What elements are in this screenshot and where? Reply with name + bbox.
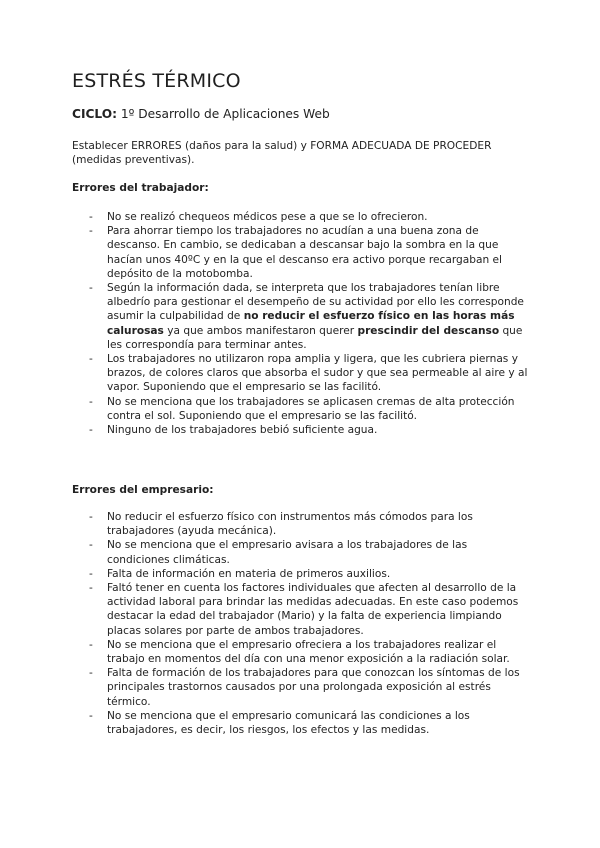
bullet-dash: - <box>89 424 93 437</box>
bullet-dash: - <box>89 395 93 408</box>
list-item: - No se menciona que el empresario comunicará las condiciones a los trabajadores, es decir, los riesgos, los efectos y las medidas. <box>89 709 470 737</box>
bullet-dash: - <box>89 709 93 722</box>
bullet-dash: - <box>89 225 93 238</box>
bullet-dash: - <box>89 211 93 223</box>
list-item: - Faltó tener en cuenta los factores individuales que afecten al desarrollo de la actividad laboral para brindar las medidas adecuadas. En este caso podemos destacar la edad del trabajador (Mario) y la falta de experiencia limpiando placas solares por parte de ambos trabajadores. <box>89 582 519 637</box>
bullet-dash: - <box>89 638 93 651</box>
bullet-dash: - <box>89 567 93 580</box>
list-item: - Según la información dada, se interpreta que los trabajadores tenían libre albedrío para gestionar el desempeño de su actividad por ello les corresponde asumir la culpabilidad de no reducir el esfuerzo físico en las horas más calurosas ya que ambos manifestaron querer prescindir del descanso que les correspondía para terminar antes. <box>89 282 524 351</box>
emphasis-text: no reducir el esfuerzo físico en las horas más calurosas <box>107 310 515 337</box>
list-item: - No se menciona que el empresario ofreciera a los trabajadores realizar el trabajo en momentos del día con una menor exposición a la radiación solar. <box>89 638 510 666</box>
bullet-dash: - <box>89 582 93 595</box>
cycle-line <box>72 107 330 121</box>
cycle-label: CICLO: <box>72 107 117 121</box>
list-item: - Falta de información en materia de primeros auxilios. <box>89 567 391 580</box>
bullet-dash: - <box>89 282 93 295</box>
worker-errors-heading: Errores del trabajador: <box>72 182 209 194</box>
bullet-dash: - <box>89 667 93 680</box>
list-item: - No se menciona que el empresario avisara a los trabajadores de las condiciones climáticas. <box>89 539 468 566</box>
list-item: - No se realizó chequeos médicos pese a que se lo ofrecieron. <box>89 211 428 223</box>
worker-errors-list <box>0 210 600 437</box>
page-title: ESTRÉS TÉRMICO <box>72 70 241 92</box>
list-item: - Para ahorrar tiempo los trabajadores no acudían a una buena zona de descanso. En cambio, se dedicaban a descansar bajo la sombra en la que hacían unos 40ºC y en la que el descanso era activo porque recargaban el depósito de la motobomba. <box>89 225 502 280</box>
list-item: - Los trabajadores no utilizaron ropa amplia y ligera, que les cubriera piernas y brazos, de colores claros que absorba el sudor y que sea permeable al aire y al vapor. Suponiendo que el empresario se las facilitó. <box>89 353 528 394</box>
list-item: - Ninguno de los trabajadores bebió suficiente agua. <box>89 424 378 437</box>
employer-errors-list <box>0 510 600 737</box>
bullet-dash: - <box>89 353 93 366</box>
employer-errors-heading: Errores del empresario: <box>72 484 214 496</box>
cycle-value: 1º Desarrollo de Aplicaciones Web <box>117 107 330 121</box>
list-item: - No reducir el esfuerzo físico con instrumentos más cómodos para los trabajadores (ayuda mecánica). <box>89 511 473 538</box>
intro-paragraph: Establecer ERRORES (daños para la salud) y FORMA ADECUADA DE PROCEDER (medidas preventivas). <box>72 140 492 166</box>
list-item: - No se menciona que los trabajadores se aplicasen cremas de alta protección contra el sol. Suponiendo que el empresario se las facilitó. <box>89 395 515 422</box>
emphasis-text: prescindir del descanso <box>357 324 500 337</box>
bullet-dash: - <box>89 539 93 552</box>
bullet-dash: - <box>89 511 93 523</box>
list-item: - Falta de formación de los trabajadores para que conozcan los síntomas de los principales trastornos causados por una prolongada exposición al estrés térmico. <box>89 667 520 708</box>
